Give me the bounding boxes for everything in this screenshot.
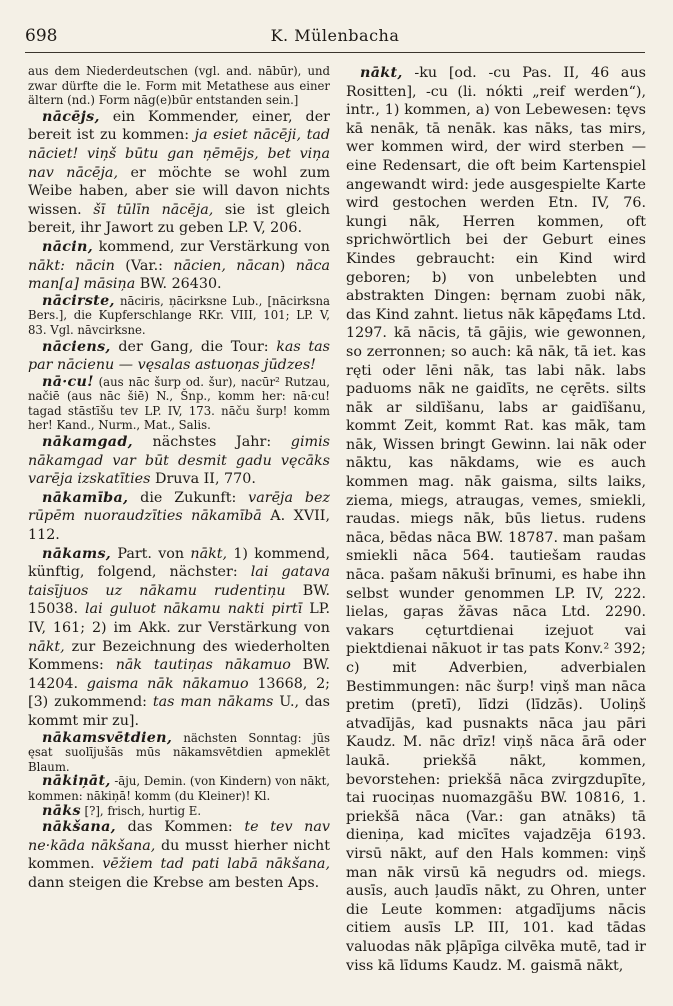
definition: dann steigen die Krebse am besten Aps. — [28, 874, 320, 891]
example: lai gatava taisījuos uz nākamu rudentiņu — [28, 564, 330, 599]
headword: nākiņāt, — [42, 773, 111, 790]
running-title: K. Mülenbacha — [270, 26, 400, 45]
header-rule — [25, 52, 645, 53]
definition: Part. von — [111, 545, 191, 562]
headword: nākamība, — [42, 489, 129, 506]
definition: A. XVII, 112. — [28, 508, 330, 544]
definition: BW. 15038. — [28, 582, 330, 618]
headword: nākams, — [42, 545, 112, 562]
definition: -ku [od. -cu Pas. II, 46 aus Rositten], -cu (li. nókti „reif werden“), intr., 1) kommen, a) von Lebewesen: tęvs kā nenāk, tā nenāk. kas nāks, tas mirs, wer kommen wird, der wird sterben — eine Redensart, die oft beim Kartenspiel angewandt wird: jede ausgespielte Karte wird gestochen werden Etn. IV, 76. kungi nāk, Herren kommen, oft sprichwörtlich bei der Geburt eines Kindes gebraucht: ein Kind wird geboren; b) von unbelebten und abstrakten Dingen: bęrnam zuobi nāk, das Kind zahnt. lietus nāk kāpęđams Ltd. 1297. kā nācis, tā gājis, wie gewonnen, so zerronnen; so auch: kā nāk, tā iet. kas ręti oder lēni nāk, tas labi nāk. labs paduoms nāk ne gaidīts, ne cęrēts. silts nāk ar sildīšanu, labs ar gaidīšanu, kommt Zeit, kommt Rat. kas māk, tam nāk, Wissen bringt Gewinn. lai nāk oder nāktu, kas nākdams, wie es auch kommen mag. nāk gaisma, silts laiks, ziema, miegs, atraugas, vemes, smiekli, raudas. miegs nāk, būs lietus. rudens nāca, bēdas nāca BW. 18787. man pašam smiekli nāca 564. tautiešam raudas nāca. pašam nākuši brīnumi, es habe ihn selbst wunder genommen LP. IV, 222. lielas, gaŗas žāvas nāca Ltd. 2290. vakars cęturtdienai izejuot vai piektdienai nākuot ir tas pats Konv.² 392; c) mit Adverbien, adverbialen Bestimmungen: nāc šurp! viņš man nāca pretim (pretī), līdzi (līdzās). Uoliņš atvadījās, kad pusnakts nāca jau pāri Kaudz. M. nāc drīz! viņš nāca ārā oder laukā. priekšā nākt, kommen, bevorstehen: priekšā nāca zvirgzdupīte, tai ruociņas nuomazgāšu BW. 10816, 1. priekšā nāca (Var.: gan atnāks) tā dieniņa, kad micītes vajadzēja 6193. virsū nākt, auf den Hals kommen: viņš man nāk virsū kā negudrs od. miegs. ausīs, auch ļaudīs nākt, zu Ohren, unter die Leute kommen: atgadījums nācis citiem ausīs LP. III, 101. kad tādas valuodas nāk pļāpīga cilvēka mutē, tad ir viss kā līdums Kaudz. M. gaismā nākt, — [346, 65, 646, 974]
definition: du musst hierher nicht kommen. — [28, 837, 330, 873]
headword: nā·cu! — [42, 373, 94, 390]
example: ja esiet nācēji, tad nāciet! viņš būtu gan ņēmējs, bet viņa nav nācēja, — [28, 127, 330, 181]
definition: ein Kommender, einer, der bereit ist zu kommen: — [28, 108, 330, 144]
example: nāca man[a] māsiņa — [28, 257, 330, 293]
definition: U., das kommt mir zu]. — [28, 694, 330, 729]
headword: nākamsvētdien, — [42, 729, 173, 746]
headword: nācin, — [42, 238, 93, 255]
entry-nakams — [28, 545, 330, 731]
headword: nāciens, — [42, 338, 111, 355]
definition: nächsten Sonntag: jūs ęsat suolījušās mūs nākamsvētdien apmeklēt Blaum. — [28, 730, 330, 774]
headword: nāks — [42, 802, 81, 819]
entry-nacens — [28, 338, 330, 375]
definition: sie ist gleich bereit, ihr Jawort zu geben LP. V, 206. — [28, 201, 330, 237]
definition: [?], frisch, hurtig E. — [80, 803, 202, 818]
example: te tev nav ne·kāda nākšana, — [28, 819, 330, 854]
entry-nacejs — [28, 108, 330, 238]
definition: LP. IV, 161; 2) im Akk. zur Verstärkung von — [28, 601, 330, 636]
example: gimis nākamgad var būt desmit gadu vęcāks varēja izskatīties — [28, 434, 330, 488]
example: gaisma nāk nākamuo — [86, 675, 249, 692]
example: nākt, — [28, 638, 65, 655]
example: nākt: nācin — [28, 257, 115, 274]
headword: nācējs, — [42, 108, 100, 125]
entry-nakamsvetdien — [28, 731, 330, 775]
definition: kommend, zur Verstärkung von — [92, 238, 330, 255]
definition: (aus nāc šurp od. šur), nacūr² Rutzau, načiē (aus nāc šiē) N., Šnp., komm her: nā·cu! tagad stāstīšu tev LP. IV, 173. nāču šurp! komm her! Kand., Nurm., Mat., Salis. — [28, 374, 330, 433]
entry-nakinat — [28, 774, 330, 803]
entry-nakamgad — [28, 433, 330, 489]
definition: ) — [279, 257, 296, 274]
page-number: 698 — [25, 26, 58, 46]
example: šī tūlīn nācēja, — [93, 201, 214, 218]
example: varēja bez rūpēm nuoraudzīties nākamībā — [28, 489, 330, 525]
example: nāk tautiņas nākamuo — [115, 657, 291, 674]
headword: nākt, — [360, 65, 403, 81]
entry-nacirste — [28, 294, 330, 338]
definition: nächstes Jahr: — [132, 434, 291, 451]
definition: er möchte se wohl zum Weibe haben, aber sie will davon nichts wissen. — [28, 164, 330, 218]
entry-nacu — [28, 375, 330, 433]
example: vēžiem tad pati labā nākšana, — [102, 856, 330, 873]
entry-nakamiba — [28, 489, 330, 545]
right-column — [346, 64, 646, 994]
definition: BW. 14204. — [28, 657, 330, 692]
definition: das Kommen: — [115, 819, 245, 836]
entry-nakt — [346, 64, 646, 975]
definition: nāciris, ņācirksne Lub., [nācirksna Bers.], die Kupferschlange RKr. VIII, 101; LP. V, 83. Vgl. nāvcirksne. — [28, 293, 330, 337]
headword: nākšana, — [42, 819, 116, 836]
intro-note: aus dem Niederdeutschen (vgl. and. nābūr), und zwar dürfte die le. Form mit Metathese aus einer ältern (nd.) Form nāg(e)būr entstanden sein.] — [28, 64, 330, 108]
definition: BW. 26430. — [135, 276, 222, 293]
page-header — [25, 22, 645, 52]
example: nākt, — [190, 545, 228, 562]
definition: -āju, Demin. (von Kindern) von nākt, kommen: nākiņā! komm (du Kleiner)! Kl. — [28, 774, 330, 803]
entry-naksana — [28, 818, 330, 892]
left-column — [28, 64, 330, 994]
headword: nācirste, — [42, 292, 115, 309]
definition: die Zukunft: — [128, 489, 249, 506]
definition: Druva II, 770. — [150, 471, 256, 488]
definition: 13668, 2; [3) zukommend: — [28, 675, 330, 711]
headword: nākamgad, — [42, 434, 133, 451]
entry-nacin — [28, 238, 330, 294]
definition: zur Bezeichnung des wiederholten Kommens: — [28, 638, 330, 674]
example: lai guluot nākamu nakti pirtī — [84, 601, 303, 618]
definition: (Var.: — [114, 257, 174, 274]
entry-naks — [28, 804, 330, 819]
example: kas tas par nācienu — vęsalas astuoņas jūdzes! — [28, 338, 330, 374]
example: nācien, nācan — [173, 257, 280, 274]
definition: der Gang, die Tour: — [110, 338, 277, 355]
example: tas man nākams — [152, 694, 274, 711]
definition: 1) kommend, künftig, folgend, nächster: — [28, 545, 330, 581]
